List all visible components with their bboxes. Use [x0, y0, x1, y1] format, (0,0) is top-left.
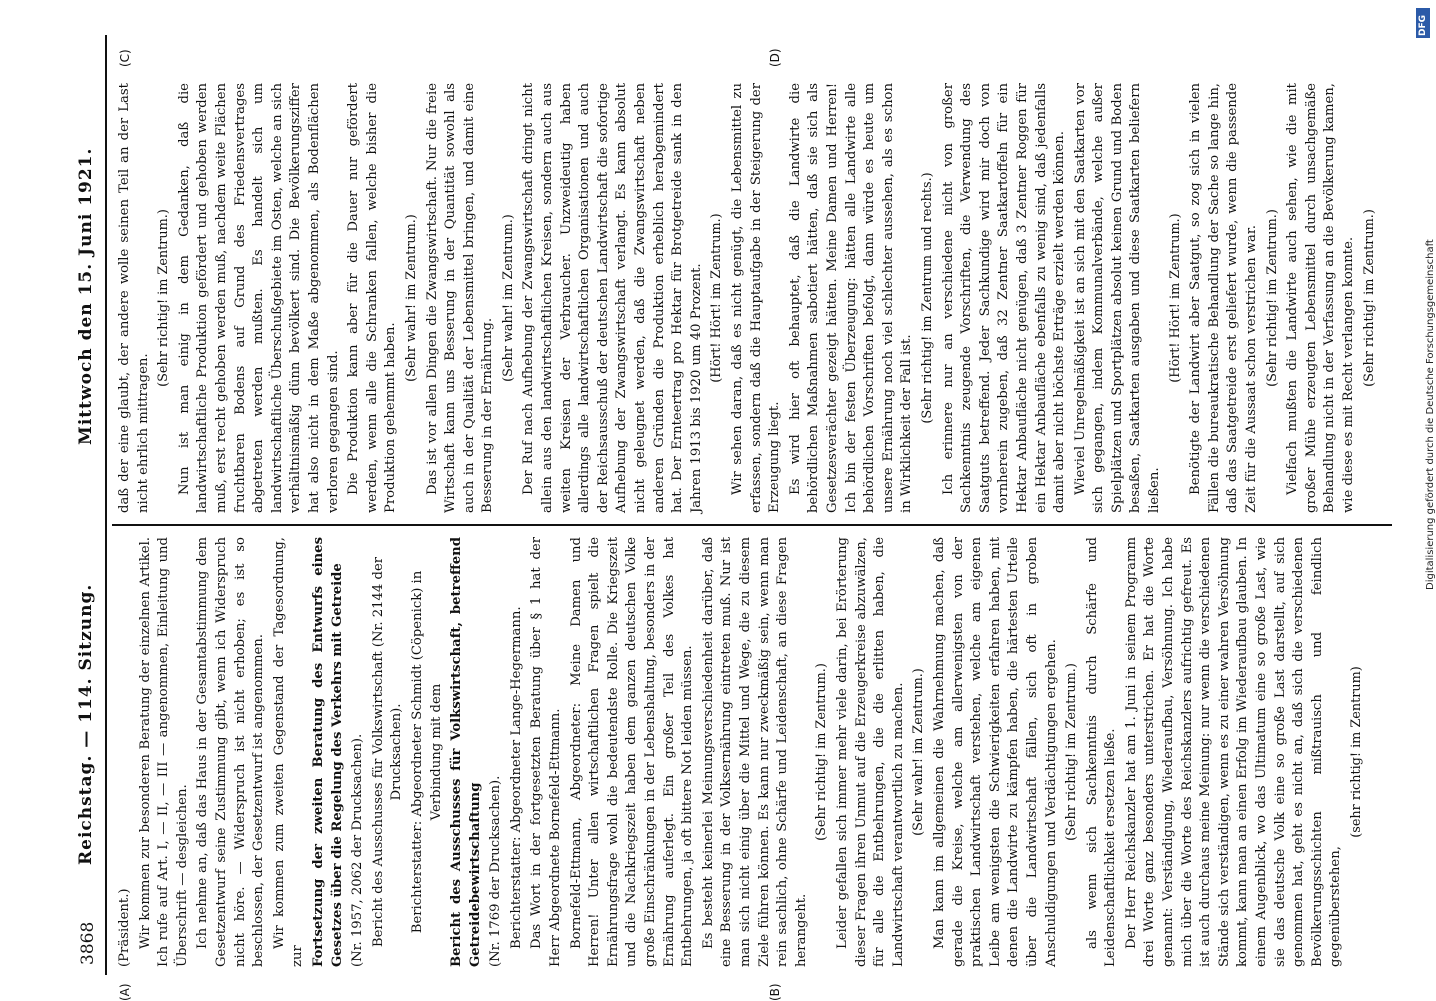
- digitization-credit: Digitalisierung gefördert durch die Deutsche Forschungsgemeinschaft: [1425, 239, 1436, 590]
- paragraph: (Sehr wahr! im Zentrum.): [911, 668, 927, 836]
- session-title: Reichstag. — 114. Sitzung.: [76, 583, 96, 865]
- paragraph: (Sehr wahr! im Zentrum.): [403, 214, 419, 382]
- paragraph: Bornefeld-Ettmann, Abgeordneter: Meine Damen und Herren! Unter allen wirtschaftlichen Fragen spielt die Ernährungsfrage wohl die bedeutendste Rolle. Die Kriegszeit und die Nachkriegszeit haben dem ganzen deutschen Volke große Einschränkungen in der Lebenshaltung, besonders in der Ernährung auferlegt. Ein großer Teil des Volkes hat Entbehrungen, ja oft bittere Not leiden müssen.: [568, 537, 696, 967]
- paragraph: (Sehr richtig! im Zentrum.): [1361, 209, 1377, 387]
- paragraph: Bericht des Ausschusses für Volkswirtschaft (Nr. 2144 der Drucksachen).: [370, 556, 405, 948]
- right-column: [116, 83, 1381, 513]
- paragraph: Berichterstatter: Abgeordneter Lange-Hegermann.: [508, 606, 524, 949]
- paragraph: (Sehr richtig! im Zentrum.): [156, 209, 172, 387]
- paragraph: Fortsetzung der zweiten Beratung des Entwurfs eines Gesetzes über die Regelung des Verkehrs mit Getreide: [310, 537, 345, 967]
- left-column: [116, 537, 1369, 967]
- paragraph: Wir sehen daran, daß es nicht genügt, die Lebensmittel zu erfassen, sondern daß die Hauptaufgabe in der Steigerung der Erzeugung liegt.: [730, 83, 783, 513]
- paragraph: (Präsident.): [117, 888, 132, 967]
- margin-mark-b: (B): [768, 983, 782, 1001]
- paragraph: (Sehr richtig! im Zentrum und rechts.): [919, 172, 935, 424]
- rotated-page: [68, 35, 1398, 1001]
- paragraph: (Nr. 1957, 2062 der Drucksachen).: [350, 733, 366, 967]
- paragraph: als wenn sich Sachkenntnis durch Schärfe und Leidenschaftlichkeit ersetzen ließe.: [1084, 537, 1119, 967]
- paragraph: (sehr richtig! im Zentrum): [1349, 666, 1364, 838]
- paragraph: Der Ruf nach Aufhebung der Zwangswirtschaft dringt nicht allein aus den landwirtschaftlichen Kreisen, sondern auch aus weiten Kreisen der Verbraucher. Unzweideutig haben allerdings alle landwirtschaftlichen Organisationen und auch der Reichsausschuß der deutschen Landwirtschaft die sofortige Aufhebung der Zwangswirtschaft verlangt. Es kann absolut nicht geleugnet werden, daß die Zwangswirtschaft neben anderen Gründen die Produktion erheblich herabgemindert hat. Der Ernteertrag pro Hektar für Brotgetreide sank in den Jahren 1913 bis 1920 um 40 Prozent.: [521, 83, 704, 513]
- paragraph: (Hört! Hört! im Zentrum.): [1167, 213, 1183, 383]
- paragraph: Nun ist man einig in dem Gedanken, daß die landwirtschaftliche Produktion gefördert und gehoben werden muß, erst recht gehoben werden muß, nachdem weite Flächen fruchtbaren Bodens auf Grund des Friedensvertrages abgetreten werden mußten. Es handelt sich um landwirtschaftliche Überschußgebiete im Osten, welche an sich verhältnismäßig dünn bevölkert sind. Die Bevölkerungsziffer hat also nicht in dem Maße abgenommen, als Bodenflächen verloren gegangen sind.: [176, 83, 341, 513]
- paragraph: Ich erinnere nur an verschiedene nicht von großer Sachkenntnis zeugende Vorschriften, die Verwendung des Saatguts betreffend. Jeder Sachkundige wird mir doch von vornherein zugeben, daß 32 Zentner Saatkartoffeln für ein Hektar Anbaufläche nicht genügen, daß 3 Zentner Roggen für ein Hektar Anbaufläche ebenfalls zu wenig sind, daß jedenfalls damit aber nicht höchste Erträge erzielt werden können.: [940, 83, 1068, 513]
- column-divider: [112, 524, 1392, 526]
- paragraph: Das Wort in der fortgesetzten Beratung über § 1 hat der Herr Abgeordnete Bornefeld-Ettmann.: [529, 537, 564, 967]
- page-header: [74, 45, 104, 965]
- paragraph: Man kann im allgemeinen die Wahrnehmung machen, daß gerade die Kreise, welche am allerwenigsten von der praktischen Landwirtschaft verstehen, welche am eigenen Leibe am wenigsten die Schwierigkeiten erfahren haben, mit denen die Landwirte zu kämpfen haben, die härtesten Urteile über die Landwirtschaft fällen, sich oft in groben Anschuldigungen und Verdächtigungen ergehen.: [931, 537, 1059, 967]
- margin-mark-c: (C): [118, 49, 132, 67]
- paragraph: (Sehr richtig! im Zentrum.): [1264, 209, 1280, 387]
- paragraph: daß der eine glaubt, der andere wolle seinen Teil an der Last nicht ehrlich mittragen.: [117, 83, 151, 513]
- paragraph: Ich nehme an, daß das Haus in der Gesamtabstimmung dem Gesetzentwurf seine Zustimmung gibt, wenn ich Widerspruch nicht höre. — Widerspruch ist nicht erhoben; es ist so beschlossen, der Gesetzentwurf ist angenommen.: [195, 537, 267, 967]
- paragraph: Das ist vor allen Dingen die Zwangswirtschaft. Nur die freie Wirtschaft kann uns Besserung in der Quantität sowohl als auch in der Qualität der Lebensmittel bringen, und damit eine Besserung in der Ernährung.: [424, 83, 496, 513]
- margin-mark-d: (D): [768, 48, 782, 67]
- paragraph: Benötigte der Landwirt aber Saatgut, so zog sich in vielen Fällen die bureaukratische Behandlung der Sache so lange hin, daß das Saatgetreide erst geliefert wurde, wenn die passende Zeit für die Aussaat schon verstrichen war.: [1188, 83, 1260, 513]
- paragraph: Es wird hier oft behauptet, daß die Landwirte die behördlichen Maßnahmen sabotiert hätten, daß sie sich als Gesetzesverächter gezeigt hätten. Meine Damen und Herren! Ich bin der festen Überzeugung: hätten alle Landwirte alle behördlichen Vorschriften befolgt, dann würde es heute um unsere Ernährung noch viel schlechter aussehen, als es schon in Wirklichkeit der Fall ist.: [787, 83, 915, 513]
- paragraph: Es besteht keinerlei Meinungsverschiedenheit darüber, daß eine Besserung in der Volksernährung eintreten muß. Nur ist man sich nicht einig über die Mittel und Wege, die zu diesem Ziele führen können. Es kann nur zweckmäßig sein, wenn man rein sachlich, ohne Schärfe und Leidenschaft, an diese Fragen herangeht.: [700, 537, 809, 967]
- paragraph: (Nr. 1769 der Drucksachen).: [488, 775, 504, 967]
- paragraph: Wir kommen zur besonderen Beratung der einzelnen Artikel. Ich rufe auf Art. I, — II, — III — angenommen, Einleitung und Überschrift — desgleichen.: [137, 537, 190, 967]
- page-number: 3868: [78, 921, 98, 965]
- header-rule: [105, 35, 107, 975]
- margin-mark-a: (A): [118, 983, 132, 1001]
- paragraph: Wieviel Unregelmäßigkeit ist an sich mit den Saatkarten vor sich gegangen, indem Kommunalverbände, welche außer Spielplätzen und Sportplätzen absolut keinen Grund und Boden besaßen, Saatkarten ausgaben und diese Saatkarten beliefern ließen.: [1072, 83, 1163, 513]
- session-date: Mittwoch den 15. Juni 1921.: [76, 147, 96, 445]
- paragraph: Vielfach mußten die Landwirte auch sehen, wie die mit großer Mühe erzeugten Lebensmittel durch unsachgemäße Behandlung nicht in der Verfassung an die Bevölkerung kamen, wie diese es mit Recht verlangen konnte.: [1285, 83, 1356, 513]
- paragraph: Der Herr Reichskanzler hat am 1. Juni in seinem Programm drei Worte ganz besonders unterstrichen. Er hat die Worte genannt: Verständigung, Wiederaufbau, Versöhnung. Ich habe mich über die Worte des Reichskanzlers aufrichtig gefreut. Es ist auch durchaus meine Meinung: nur wenn die verschiedenen Stände sich verständigen, wenn es zu einer wahren Versöhnung kommt, kann man an einen Erfolg im Wiederaufbau glauben. In einem Augenblick, wo das Ultimatum eine so große Last, wie sie das deutsche Volk eine so große Last darstellt, auf sich genommen hat, geht es nicht an, daß sich die verschiedenen Bevölkerungsschichten mißtrauisch und feindlich gegenüberstehen,: [1123, 537, 1344, 967]
- paragraph: (Hört! Hört! im Zentrum.): [709, 213, 725, 383]
- paragraph: (Sehr richtig! im Zentrum.): [814, 663, 830, 841]
- paragraph: Die Produktion kann aber für die Dauer nur gefördert werden, wenn alle die Schranken fallen, welche bisher die Produktion gehemmt haben.: [346, 83, 399, 513]
- paragraph: (Sehr wahr! im Zentrum.): [500, 214, 516, 382]
- dfg-logo-text: DFG: [1418, 14, 1428, 36]
- paragraph: Wir kommen zum zweiten Gegenstand der Tagesordnung, zur: [271, 537, 306, 967]
- paragraph: (Sehr richtig! im Zentrum.): [1064, 663, 1080, 841]
- paragraph: Leider gefallen sich immer mehr viele darin, bei Erörterung dieser Fragen ihren Unmut auf die Erzeugerkreise abzuwälzen, für alle die Entbehrungen, die die erlitten haben, die Landwirtschaft verantwortlich zu machen.: [834, 537, 906, 967]
- paragraph: Bericht des Ausschusses für Volkswirtschaft, betreffend Getreidebewirtschaftung: [449, 537, 483, 967]
- paragraph: Berichterstatter: Abgeordneter Schmidt (Cöpenick) in Verbindung mit dem: [409, 570, 444, 934]
